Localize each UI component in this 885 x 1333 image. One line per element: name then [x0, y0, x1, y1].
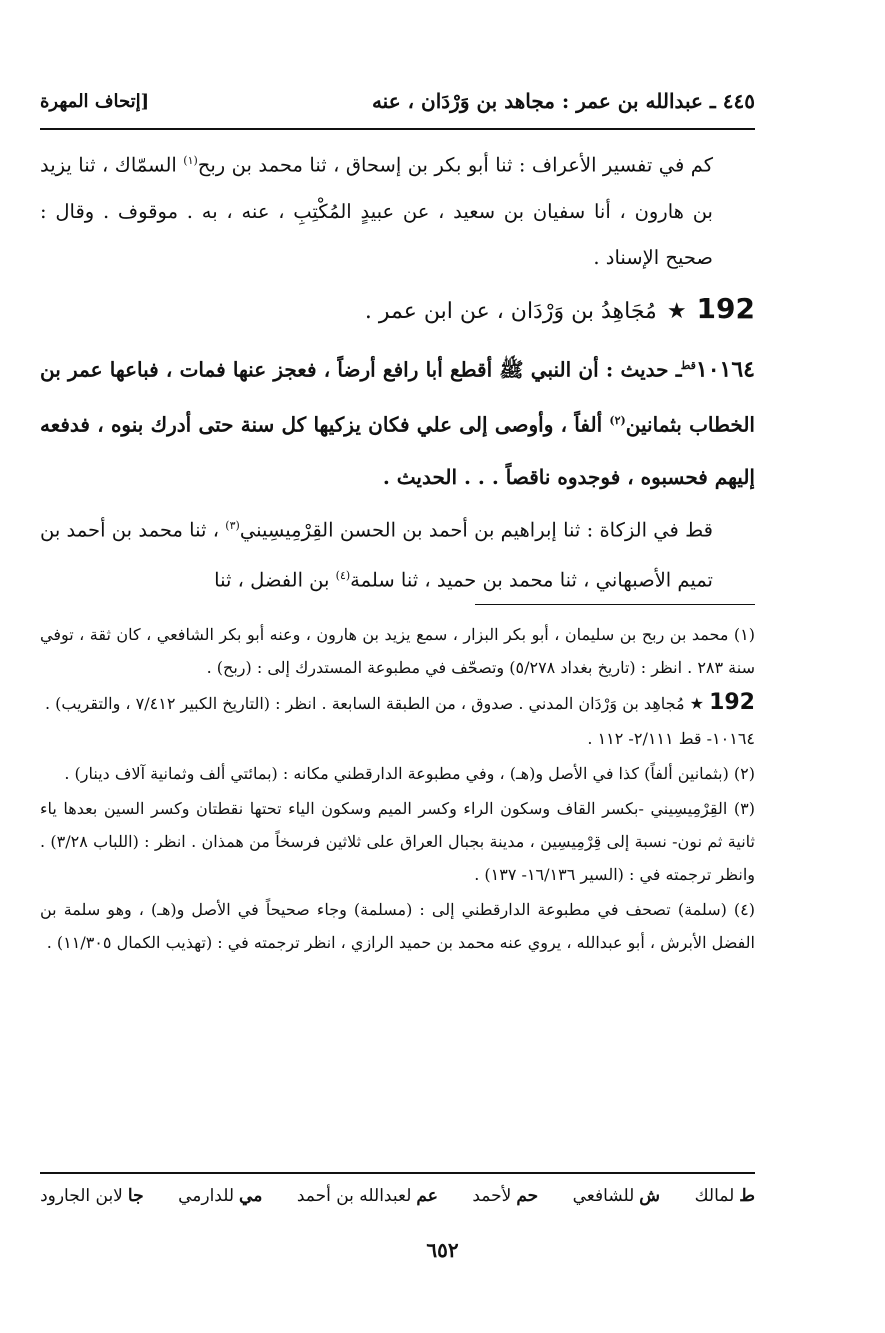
footnote-narrator-number: 192	[709, 690, 755, 715]
siglum-label: لأحمد	[472, 1186, 512, 1206]
footnote-marker-4: (٤)	[335, 569, 351, 583]
siglum-label: للدارمي	[178, 1186, 235, 1206]
hadith-number: ١٠١٦٤	[695, 356, 755, 383]
siglum-code: جا	[127, 1186, 144, 1206]
footnotes	[40, 618, 755, 961]
footnote-3: (٣) القِرْمِيسِيني -بكسر القاف وسكون الراء وكسر الميم وسكون الياء تحتها نقطتان وكسر السين بعدها ياء ثانية ثم نون- نسبة إلى قِرْمِيسِين ، مدينة بجبال العراق على ثلاثين فرسخاً من همذان . انظر : (اللباب ٣/٢٨) . وانظر ترجمته في : (السير ١٦/١٣٦- ١٣٧) .	[40, 799, 755, 884]
footnote-reference: ١٠١٦٤- قط ٢/١١١- ١١٢ .	[587, 729, 755, 748]
narrator-heading	[40, 281, 755, 340]
footnote-narrator-text: مُجاهِد بن وَرْدَان المدني . صدوق ، من الطبقة السابعة . انظر : (التاريخ الكبير ٧/٤١٢ ، والتقريب) .	[44, 694, 685, 713]
book-title: [إتحاف المهرة	[40, 90, 150, 112]
page-header	[40, 84, 755, 118]
paragraph-2	[40, 503, 755, 604]
para1-rest: ثنا يزيد بن هارون ، أنا سفيان بن سعيد ، عن عبيدٍ المُكْتِبِ ، عنه ، به . موقوف . وقال : صحيح الإسناد .	[40, 153, 713, 269]
sigla-legend	[40, 1186, 755, 1206]
main-text	[40, 138, 755, 604]
para2-text-c: بن الفضل ، ثنا	[214, 568, 336, 592]
siglum-code: ش	[639, 1186, 661, 1206]
para1-text: كم في تفسير الأعراف : ثنا أبو بكر بن إسحاق ، ثنا محمد بن ربح	[197, 153, 714, 177]
footnote-separator	[475, 604, 755, 605]
siglum-item	[695, 1186, 755, 1206]
siglum-code: مي	[239, 1186, 263, 1206]
siglum-code: حم	[516, 1186, 539, 1206]
siglum-code: ط	[739, 1186, 755, 1206]
footnote-4: (٤) (سلمة) تصحف في مطبوعة الدارقطني إلى : (مسلمة) وجاء صحيحاً في الأصل و(هـ) ، وهو سلمة بن الفضل الأبرش ، أبو عبدالله ، يروي عنه محمد بن حميد الرازي ، انظر ترجمته في : (تهذيب الكمال ١١/٣٠٥) .	[40, 900, 755, 952]
footnote-1: (١) محمد بن ربح بن سليمان ، أبو بكر البزار ، سمع يزيد بن هارون ، وعنه أبو بكر الشافعي ، كان ثقة ، توفي سنة ٢٨٣ . انظر : (تاريخ بغداد ٥/٢٧٨) وتصحّف في مطبوعة المستدرك إلى : (ربح) .	[40, 625, 755, 677]
footnote-marker-3: (٣)	[225, 518, 240, 532]
paragraph-1	[40, 138, 755, 281]
siglum-item	[573, 1186, 660, 1206]
star-icon: ★	[666, 298, 687, 324]
hadith-body-end: ألفاً ، وأوصى إلى علي فكان يزكيها كل سنة حتى أدرك بنوه ، فدفعه إليهم فحسبوه ، فوجدوه ناقصاً . . . الحديث .	[40, 412, 755, 489]
narrator-name: مُجَاهِدُ بن وَرْدَان ، عن ابن عمر .	[364, 298, 657, 324]
para1-text-end: السمّاك ،	[102, 153, 184, 177]
footnote-2: (٢) (بثمانين ألفاً) كذا في الأصل و(هـ) ، وفي مطبوعة الدارقطني مكانه : (بمائتي ألف وثمانية آلاف دينار) .	[64, 764, 755, 783]
hadith-body: ـ حديث : أن النبي ﷺ أقطع أبا رافع أرضاً ، فعجز عنها فمات ، فباعها عمر بن الخطاب بثمانين	[40, 357, 755, 437]
header-rule	[40, 128, 755, 130]
footnote-narrator	[40, 686, 755, 720]
siglum-label: لعبدالله بن أحمد	[296, 1186, 412, 1206]
para2-text-a: قط في الزكاة : ثنا إبراهيم بن أحمد بن الحسن القِرْمِيسِيني	[239, 518, 713, 542]
footnote-marker-1: (١)	[183, 154, 198, 167]
siglum-item	[178, 1186, 262, 1206]
siglum-label: لابن الجارود	[40, 1186, 123, 1206]
hadith-siglum: قط	[681, 358, 696, 372]
para2-text-b: ، ثنا محمد بن أحمد بن تميم الأصبهاني ، ثنا محمد بن حميد ، ثنا سلمة	[40, 518, 713, 592]
narrator-number: 192	[696, 291, 755, 325]
footnote-star-icon: ★	[689, 694, 704, 713]
siglum-item	[472, 1186, 538, 1206]
footnote-marker-2: (٢)	[609, 414, 626, 428]
hadith-text	[40, 340, 755, 503]
sigla-rule	[40, 1172, 755, 1174]
siglum-label: للشافعي	[572, 1186, 635, 1206]
siglum-item	[297, 1186, 438, 1206]
siglum-item	[40, 1186, 144, 1206]
page-number: ٦٥٢	[426, 1238, 459, 1262]
siglum-code: عم	[416, 1186, 438, 1206]
siglum-label: لمالك	[694, 1186, 735, 1206]
running-title: ٤٤٥ ـ عبدالله بن عمر : مجاهد بن وَرْدَان ، عنه	[371, 89, 755, 113]
